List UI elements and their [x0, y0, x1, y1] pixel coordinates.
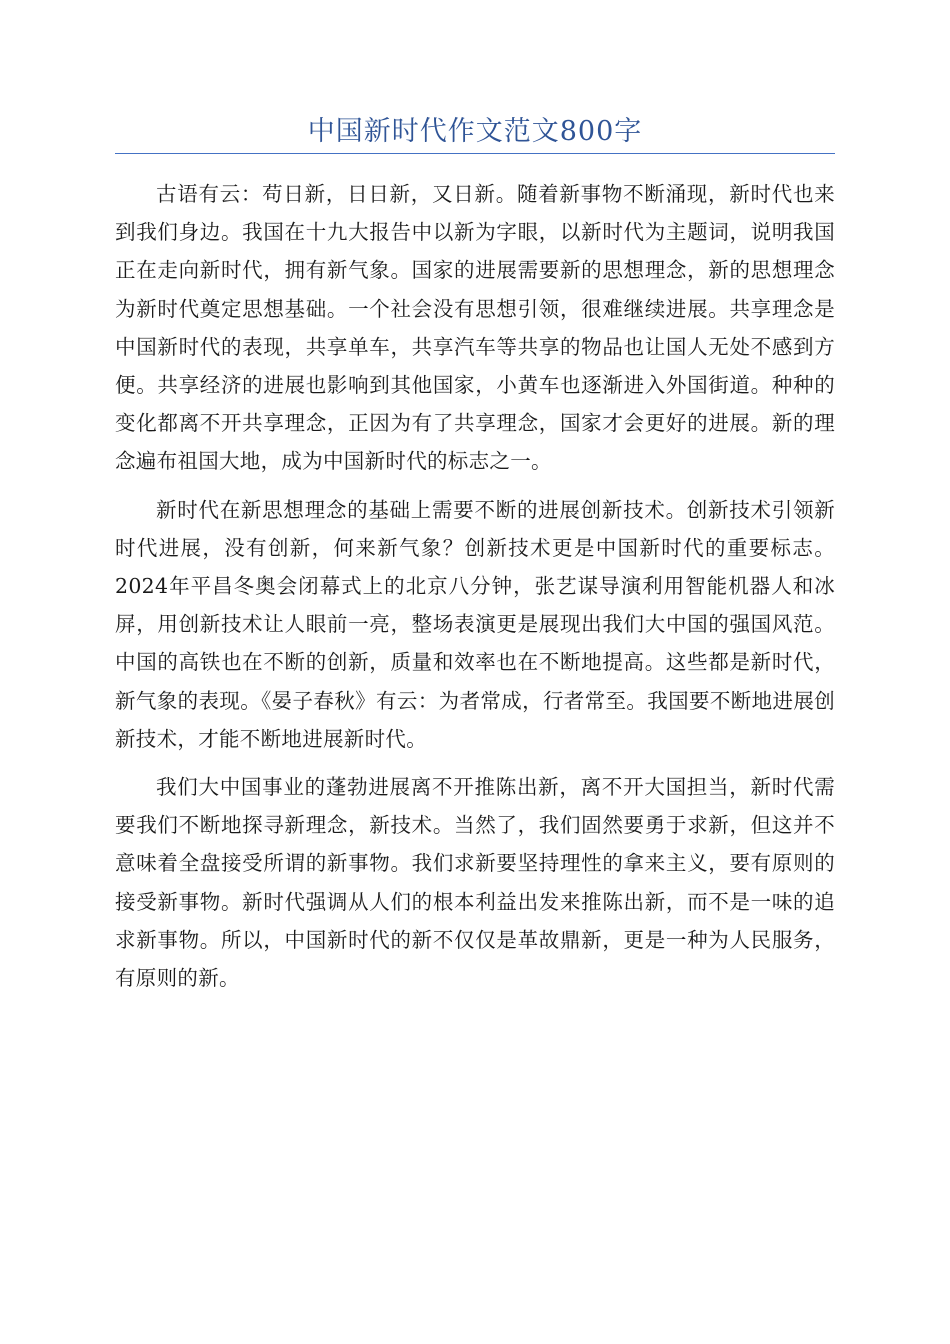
title-underline	[115, 153, 835, 154]
document-title: 中国新时代作文范文800字	[307, 116, 643, 147]
document-body	[115, 175, 835, 1007]
paragraph-1: 古语有云：苟日新，日日新，又日新。随着新事物不断涌现，新时代也来到我们身边。我国在十九大报告中以新为字眼，以新时代为主题词，说明我国正在走向新时代，拥有新气象。国家的进展需要新的思想理念，新的思想理念为新时代奠定思想基础。一个社会没有思想引领，很难继续进展。共享理念是中国新时代的表现，共享单车，共享汽车等共享的物品也让国人无处不感到方便。共享经济的进展也影响到其他国家，小黄车也逐渐进入外国街道。种种的变化都离不开共享理念，正因为有了共享理念，国家才会更好的进展。新的理念遍布祖国大地，成为中国新时代的标志之一。	[115, 182, 835, 474]
paragraph-2: 新时代在新思想理念的基础上需要不断的进展创新技术。创新技术引领新时代进展，没有创新，何来新气象？创新技术更是中国新时代的重要标志。2024年平昌冬奥会闭幕式上的北京八分钟，张艺谋导演利用智能机器人和冰屏，用创新技术让人眼前一亮，整场表演更是展现出我们大中国的强国风范。中国的高铁也在不断的创新，质量和效率也在不断地提高。这些都是新时代，新气象的表现。《晏子春秋》有云：为者常成，行者常至。我国要不断地进展创新技术，才能不断地进展新时代。	[115, 497, 835, 751]
paragraph-3: 我们大中国事业的蓬勃进展离不开推陈出新，离不开大国担当，新时代需要我们不断地探寻新理念，新技术。当然了，我们固然要勇于求新，但这并不意味着全盘接受所谓的新事物。我们求新要坚持理性的拿来主义，要有原则的接受新事物。新时代强调从人们的根本利益出发来推陈出新，而不是一味的追求新事物。所以，中国新时代的新不仅仅是革故鼎新，更是一种为人民服务，有原则的新。	[115, 775, 835, 991]
